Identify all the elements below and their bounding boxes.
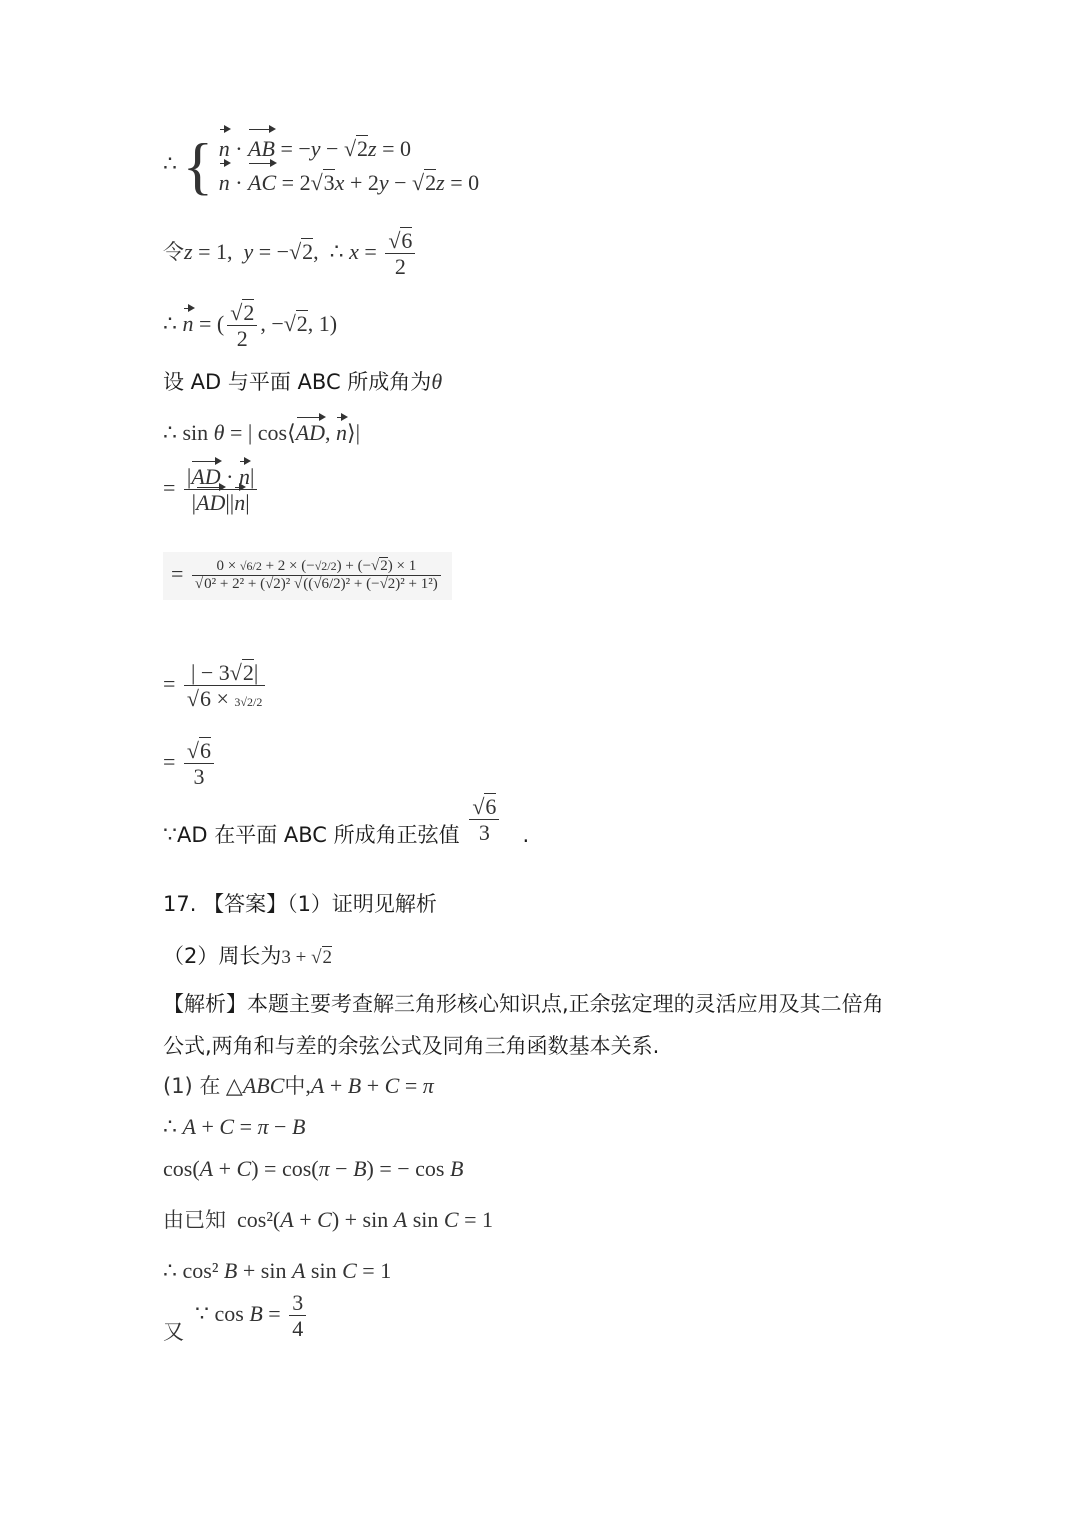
equation-system — [163, 132, 479, 200]
dot-product-fraction: = $\frac{|AD \cdot n|}{|AD||n|}$ — [163, 464, 260, 516]
therefore-symbol: ∴ — [163, 151, 177, 177]
expanded-computation: = $\frac{0 \times √6/2 + 2 \times (-√2/2) + (-√2) \times 1}{\text{√0² + 2² + (√2)² √((√6/2)² + (−√2)² + 1²)}}$ — [163, 552, 452, 600]
analysis-line-1: 【解析】本题主要考查解三角形核心知识点,正余弦定理的灵活应用及其二倍角 — [163, 992, 884, 1016]
let-z-line: 令z = 1, y = −√2, ∴ x = $\frac{√6}{2}$ — [163, 228, 418, 280]
conclusion-line: ∵AD 在平面 ABC 所成角正弦值 $\frac{√6}{3}$ . — [163, 794, 530, 847]
result-fraction: = $\frac{√6}{3}$ — [163, 738, 217, 790]
cos-b-line: 又 ∵ cos B = $\frac{3}{4}$ — [163, 1290, 309, 1342]
ling-char: 令 — [163, 239, 184, 264]
substituted-line: ∴ cos² B + sin A sin C = 1 — [163, 1258, 392, 1283]
answer-17: 17. 【答案】（1）证明见解析 — [163, 892, 437, 916]
equation-row-1: n · AB = −y − √2z = 0 — [219, 132, 479, 166]
triangle-sum-line: (1) 在 △ABC中,A + B + C = π — [163, 1073, 434, 1098]
normal-vector-line: ∴ n = ( $\frac{√2}{2}$ , −√2, 1) — [163, 300, 338, 352]
left-brace: { — [182, 130, 214, 201]
given-condition-line: 由已知 cos²(A + C) + sin A sin C = 1 — [163, 1207, 493, 1232]
equation-row-2: n · AC = 2√3x + 2y − √2z = 0 — [219, 166, 479, 200]
fraction: $\frac{√6}{2}$ — [385, 228, 415, 280]
cos-identity-line: cos(A + C) = cos(π − B) = − cos B — [163, 1156, 464, 1181]
simplified-fraction: = $\frac{| - 3√2|}{√6 \times 3√2/2}$ — [163, 660, 268, 712]
perimeter-answer: （2）周长为3 + √2 — [163, 944, 333, 968]
angle-definition: 设 AD 与平面 ABC 所成角为θ — [163, 369, 443, 394]
analysis-line-2: 公式,两角和与差的余弦公式及同角三角函数基本关系. — [163, 1034, 660, 1058]
sin-theta-line: ∴ sin θ = | cos⟨AD, n⟩| — [163, 420, 361, 445]
equation-rows — [219, 132, 479, 200]
a-plus-c-line: ∴ A + C = π − B — [163, 1114, 306, 1139]
